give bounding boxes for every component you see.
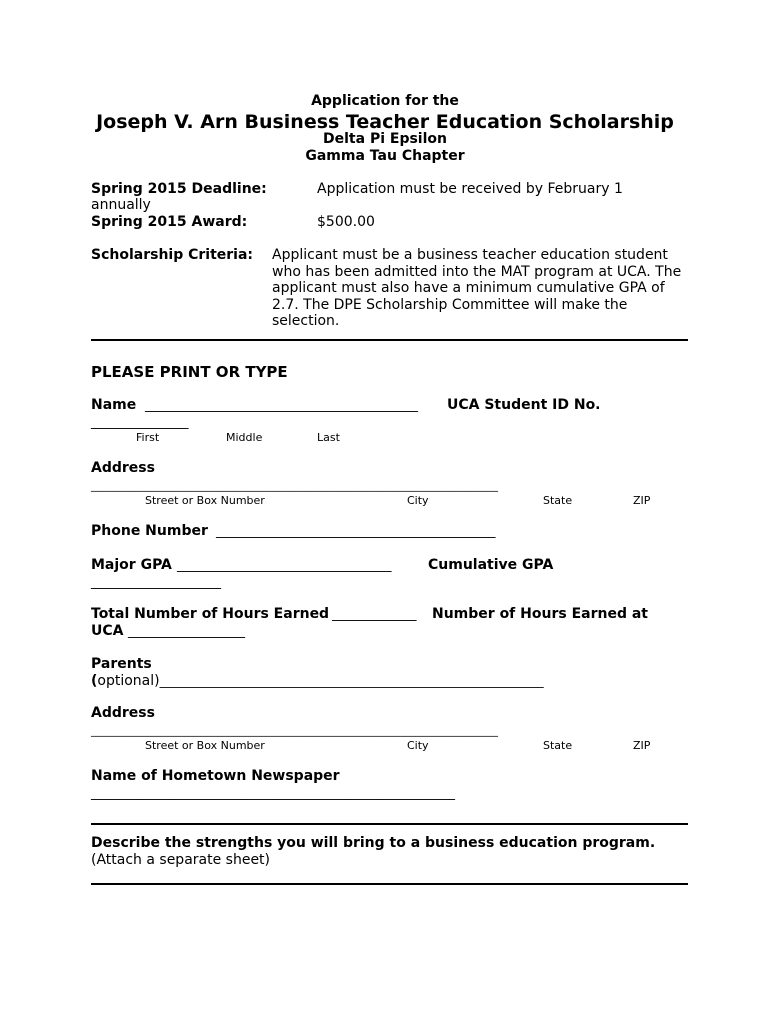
address2-state-caption: State — [543, 739, 573, 752]
section-divider — [91, 883, 688, 885]
award-value: $500.00 — [317, 214, 375, 230]
cumulative-gpa-label: Cumulative GPA — [428, 557, 554, 573]
name-first-caption: First — [136, 431, 160, 444]
organization-name: Delta Pi Epsilon — [323, 131, 447, 147]
address2-city-caption: City — [407, 739, 429, 752]
name-label: Name — [91, 397, 137, 413]
deadline-note: annually — [91, 197, 151, 213]
total-hours-label: Total Number of Hours Earned — [91, 606, 330, 622]
student-id-field[interactable]: _______________ — [91, 415, 189, 430]
section-divider — [91, 339, 688, 341]
address-label: Address — [91, 460, 155, 476]
chapter-name: Gamma Tau Chapter — [305, 148, 465, 164]
header-intro: Application for the — [311, 93, 459, 109]
address2-label: Address — [91, 705, 155, 721]
newspaper-field[interactable]: ________________________________________________________ — [91, 786, 455, 801]
section-divider — [91, 823, 688, 825]
parents-field[interactable]: ________________________________________________________________ — [159, 674, 544, 688]
address-field[interactable]: __________________________________________________________________________ — [91, 479, 498, 492]
newspaper-label: Name of Hometown Newspaper — [91, 768, 340, 784]
parents-optional-note — [91, 673, 544, 690]
name-last-caption: Last — [317, 431, 340, 444]
phone-field[interactable]: ___________________________________________ — [216, 524, 496, 539]
parents-optional-text: optional) — [97, 673, 160, 689]
student-id-label: UCA Student ID No. — [447, 397, 601, 413]
cumulative-gpa-field[interactable]: ____________________ — [91, 575, 221, 590]
address-city-caption: City — [407, 494, 429, 507]
describe-label: Describe the strengths you will bring to a business education program. — [91, 835, 656, 851]
major-gpa-label: Major GPA — [91, 557, 172, 573]
criteria-line: who has been admitted into the MAT program at UCA. The — [272, 264, 682, 280]
parents-optional-paren: ( — [91, 673, 98, 689]
major-gpa-field[interactable]: _________________________________ — [177, 558, 392, 573]
uca-hours-label-continued: UCA — [91, 623, 124, 639]
uca-hours-label: Number of Hours Earned at — [432, 606, 648, 622]
award-label: Spring 2015 Award: — [91, 214, 248, 230]
deadline-value: Application must be received by February 1 — [317, 181, 623, 197]
criteria-label: Scholarship Criteria: — [91, 247, 254, 263]
address2-street-caption: Street or Box Number — [145, 739, 265, 752]
name-middle-caption: Middle — [226, 431, 263, 444]
total-hours-field[interactable]: _____________ — [332, 607, 417, 622]
address-state-caption: State — [543, 494, 573, 507]
criteria-line: Applicant must be a business teacher education student — [272, 247, 668, 263]
name-field[interactable]: __________________________________________ — [145, 398, 418, 413]
address2-zip-caption: ZIP — [633, 739, 651, 752]
criteria-line: selection. — [272, 313, 340, 329]
address-zip-caption: ZIP — [633, 494, 651, 507]
address-street-caption: Street or Box Number — [145, 494, 265, 507]
page-title: Joseph V. Arn Business Teacher Education Scholarship — [96, 111, 674, 133]
parents-label: Parents — [91, 656, 152, 672]
describe-note: (Attach a separate sheet) — [91, 852, 271, 868]
print-instruction: PLEASE PRINT OR TYPE — [91, 363, 288, 381]
phone-label: Phone Number — [91, 523, 208, 539]
uca-hours-field[interactable]: __________________ — [128, 624, 245, 639]
deadline-label: Spring 2015 Deadline: — [91, 181, 267, 197]
criteria-line: applicant must also have a minimum cumulative GPA of — [272, 280, 665, 296]
address2-field[interactable]: __________________________________________________________________________ — [91, 724, 498, 737]
criteria-line: 2.7. The DPE Scholarship Committee will make the — [272, 297, 628, 313]
